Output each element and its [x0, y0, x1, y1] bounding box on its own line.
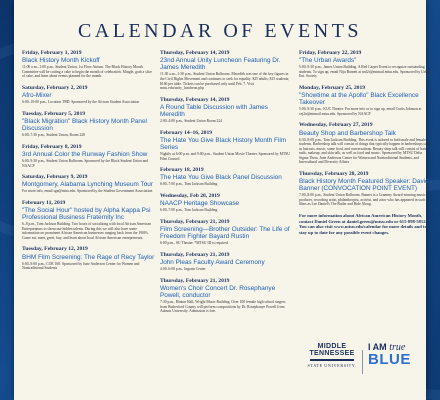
- event-item: [22, 174, 155, 194]
- event-date: Wednesday, Feb 20, 2019: [160, 192, 220, 199]
- calendar-card: [14, 0, 431, 400]
- event-date: Friday, February 22, 2019: [299, 50, 362, 56]
- event-title: NAACP Heritage Showcase: [160, 200, 240, 208]
- event-description: 6:00 p.m., SU Theater. *MTSU ID is required: [160, 241, 228, 246]
- event-item: [299, 85, 432, 117]
- true-blue-word: true: [389, 342, 406, 353]
- event-date: February 18, 2019: [160, 167, 204, 174]
- event-description: 6:00–10:00 p.m., Location TBD. Sponsored by the African Student Association: [22, 100, 140, 105]
- event-date: Monday, February 25, 2019: [299, 84, 366, 91]
- event-date: February 14–16, 2019: [160, 129, 213, 136]
- event-item: [160, 278, 293, 314]
- event-description: 5:00–9:30 p.m., James Union Building. A Red Carpet Event to recognize outstanding students. To sign up, email Nija Barnett at nrd2r@mtmail.mtsu.edu. Sponsored by Urban Ent. Society: [299, 65, 431, 79]
- event-item: [299, 50, 432, 79]
- event-item: [22, 144, 155, 168]
- mtsu-logo-name: MIDDLE TENNESSEE: [309, 343, 355, 357]
- event-date: Saturday, February 2, 2019: [22, 84, 88, 91]
- event-description: 11:30 a.m.–1:30 p.m., Student Union Ballroom. Meredith was one of the key figures in the Civil Rights Movement and continues to seek for equality. $25 adults; $15 students; $160 per table. Tickets can be purchased only until Feb. 7. Visit mtsu.edu/unity_luncheon.php: [160, 72, 290, 91]
- event-description: For more info, email sga@mtsu.edu. Sponsored by the Student Government Association: [22, 189, 153, 194]
- event-title: A Round Table Discussion with James Meredith: [160, 103, 268, 118]
- event-description: 2:00–4:00 p.m., Student Union Room 224: [160, 119, 223, 124]
- event-item: [160, 193, 293, 213]
- event-item: [22, 246, 155, 270]
- event-description: 7:30 p.m., Hinton Hall, Wright Music Building. Over 100 female high school singers from Rutherford County will perform compositions by Dr. Rosephanye Powell from Auburn University. Admission is free.: [160, 300, 286, 314]
- sponsor-logos: [306, 344, 426, 382]
- events-column-2: [160, 50, 293, 320]
- event-title: "The Urban Awards": [299, 57, 357, 65]
- mtsu-logo-subtitle: STATE UNIVERSITY.: [307, 362, 357, 368]
- events-column-1: [22, 50, 155, 277]
- event-title: 23nd Annual Unity Luncheon Featuring Dr. James Meredith: [160, 57, 281, 72]
- event-item: [160, 130, 293, 162]
- event-item: [22, 85, 155, 105]
- event-date: Thursday, February 28, 2019: [299, 170, 369, 177]
- event-date: Thursday, February 14, 2019: [160, 96, 230, 103]
- mtsu-logo-rule: [310, 359, 354, 361]
- event-item: [22, 111, 155, 138]
- event-description: 5:00–9:30 p.m., KUC Theater. For more info or to sign up, email Curtis Johnson at cej2n@mtmail.mtsu.edu. Sponsored by NAACP: [299, 107, 422, 116]
- event-item: [22, 50, 155, 79]
- event-title: "The Social Hour" hosted by Alpha Kappa Psi Professional Business Fraternity Inc: [22, 207, 151, 222]
- event-item: [160, 50, 293, 91]
- event-title: The Hate You Give Black Panel Discussion: [160, 174, 282, 182]
- event-title: Afro-Mixer: [22, 92, 52, 99]
- event-date: Tuesday, February 12, 2019: [22, 246, 88, 253]
- mtsu-logo: [306, 344, 358, 368]
- page-title: CALENDAR OF EVENTS: [77, 20, 363, 42]
- event-description: 6:00–7:00 p.m., Tom Jackson Building: [160, 182, 218, 187]
- event-date: Wednesday, February 27, 2019: [299, 122, 373, 129]
- event-item: [160, 219, 293, 246]
- event-date: Friday, February 1, 2019: [22, 50, 82, 56]
- event-title: Film Screening—Brother Outsider: The Life of Freedom Fighter Bayard Rustin: [160, 225, 290, 241]
- event-title: "Black Migration" Black History Month Panel Discussion: [22, 117, 147, 132]
- event-item: [160, 252, 293, 272]
- event-description: Nightly at 6:00 p.m. and 9:00 p.m., Student Union Movie Theater. Sponsored by MTSU Film Council: [160, 152, 290, 161]
- event-description: 7:00–8:00 p.m., Student Union Ballroom. Banner is a Grammy Award-winning music producer, recording artist, philanthropist, activist, and actor who has appeared in such films as Lee Daniel's The Butler and Ride Along.: [299, 193, 426, 207]
- events-column-3: [299, 50, 432, 236]
- event-date: Thursday, February 21, 2019: [160, 218, 230, 225]
- event-title: Women's Choir Concert Dr. Rosephanye Powell, conductor: [160, 284, 276, 299]
- event-description: 11:00 a.m.–1:00 p.m., Student Union, 1st Floor Atrium. The Black History Month Committee will be cutting a cake to begin the month of celebration. Mingle, grab a slice of cake, and learn about events planned for the month.: [22, 65, 152, 79]
- event-description: 6–8 p.m., Tom Jackson Building. Two hours of socializing with local African American Entrepreneurs to showcase hidden talents. During this we will also have some information on prominent African American businesses ranging back from the 1900's. Come eat, meet, greet, buy, and learn about local African American entrepreneurs.: [22, 222, 152, 240]
- contact-note: For more information about African American History Month, contact Daniel Green at daniel.green@mtsu.edu or 615-898-5812. You can also visit www.mtsu.edu/calendar for more details and to stay up to date for any possible event changes.: [299, 212, 427, 236]
- event-title: Beauty Shop and Barbershop Talk: [299, 129, 396, 137]
- event-title: Montgomery, Alabama Lynching Museum Tour: [22, 181, 153, 189]
- event-description: 6:00–9:00 p.m., COE 160. Sponsored by June Anderson Center for Women and Nontraditional Students: [22, 261, 140, 271]
- event-date: February 11, 2019: [22, 199, 66, 206]
- event-date: Thursday, February 14, 2019: [160, 50, 230, 56]
- event-item: [160, 97, 293, 124]
- event-description: 6:00–7:30 p.m., Student Union, Room 228: [22, 133, 85, 138]
- event-title: BHM Film Screening: The Rage of Recy Taylor: [22, 253, 155, 261]
- event-date: Thursday, February 21, 2019: [160, 277, 230, 284]
- i-am-true-blue-logo: [368, 342, 426, 367]
- event-date: Tuesday, February 5, 2019: [22, 110, 86, 117]
- event-item: [299, 122, 432, 164]
- event-title: Black History Month Featured Speaker: David Banner (CONVOCATION POINT EVENT): [299, 177, 429, 193]
- event-title: The Hate You Give Black History Month Film Series: [160, 136, 287, 151]
- event-title: "Showtime at the Apollo" Black Excellence Takeover: [299, 92, 419, 107]
- event-description: 6:30–8:00 p.m., Tom Jackson Building. This event is tailored to both male and female students. Barbershop talk will consist of things that typically happen in barbershops such as haircuts, music, some food, and conversations. Beauty shop talk will consist of hair, nails, makeup, and skin talk, as well as food and music. Sponsored by MTSU Delta Sigma Theta, June Anderson Center for Women and Nontraditional Students, and Intercultural and Diversity Affairs: [299, 137, 431, 165]
- event-date: Saturday, February 9, 2019: [22, 174, 88, 181]
- true-blue-prefix: I AM: [368, 342, 387, 352]
- event-title: 3rd Annual Color the Runway Fashion Show: [22, 150, 148, 158]
- event-title: John Pleas Faculty Award Ceremony: [160, 258, 265, 266]
- event-title: Black History Month Kickoff: [22, 57, 100, 65]
- event-description: 6:00–7:00 p.m., Tom Jackson Building: [160, 208, 218, 213]
- event-item: [160, 167, 293, 187]
- event-item: [22, 200, 155, 241]
- event-date: Friday, February 8, 2019: [22, 143, 82, 150]
- event-item: [299, 171, 432, 207]
- event-date: Thursday, February 21, 2019: [160, 251, 230, 258]
- event-description: 4:00–6:00 p.m., Ingram Center: [160, 267, 206, 272]
- logo-divider: [362, 350, 363, 374]
- event-description: 6:00–9:30 p.m., Student Union Ballroom. Sponsored by the Black Student Union and NAACP: [22, 159, 149, 168]
- true-blue-logo-word: BLUE: [368, 351, 411, 368]
